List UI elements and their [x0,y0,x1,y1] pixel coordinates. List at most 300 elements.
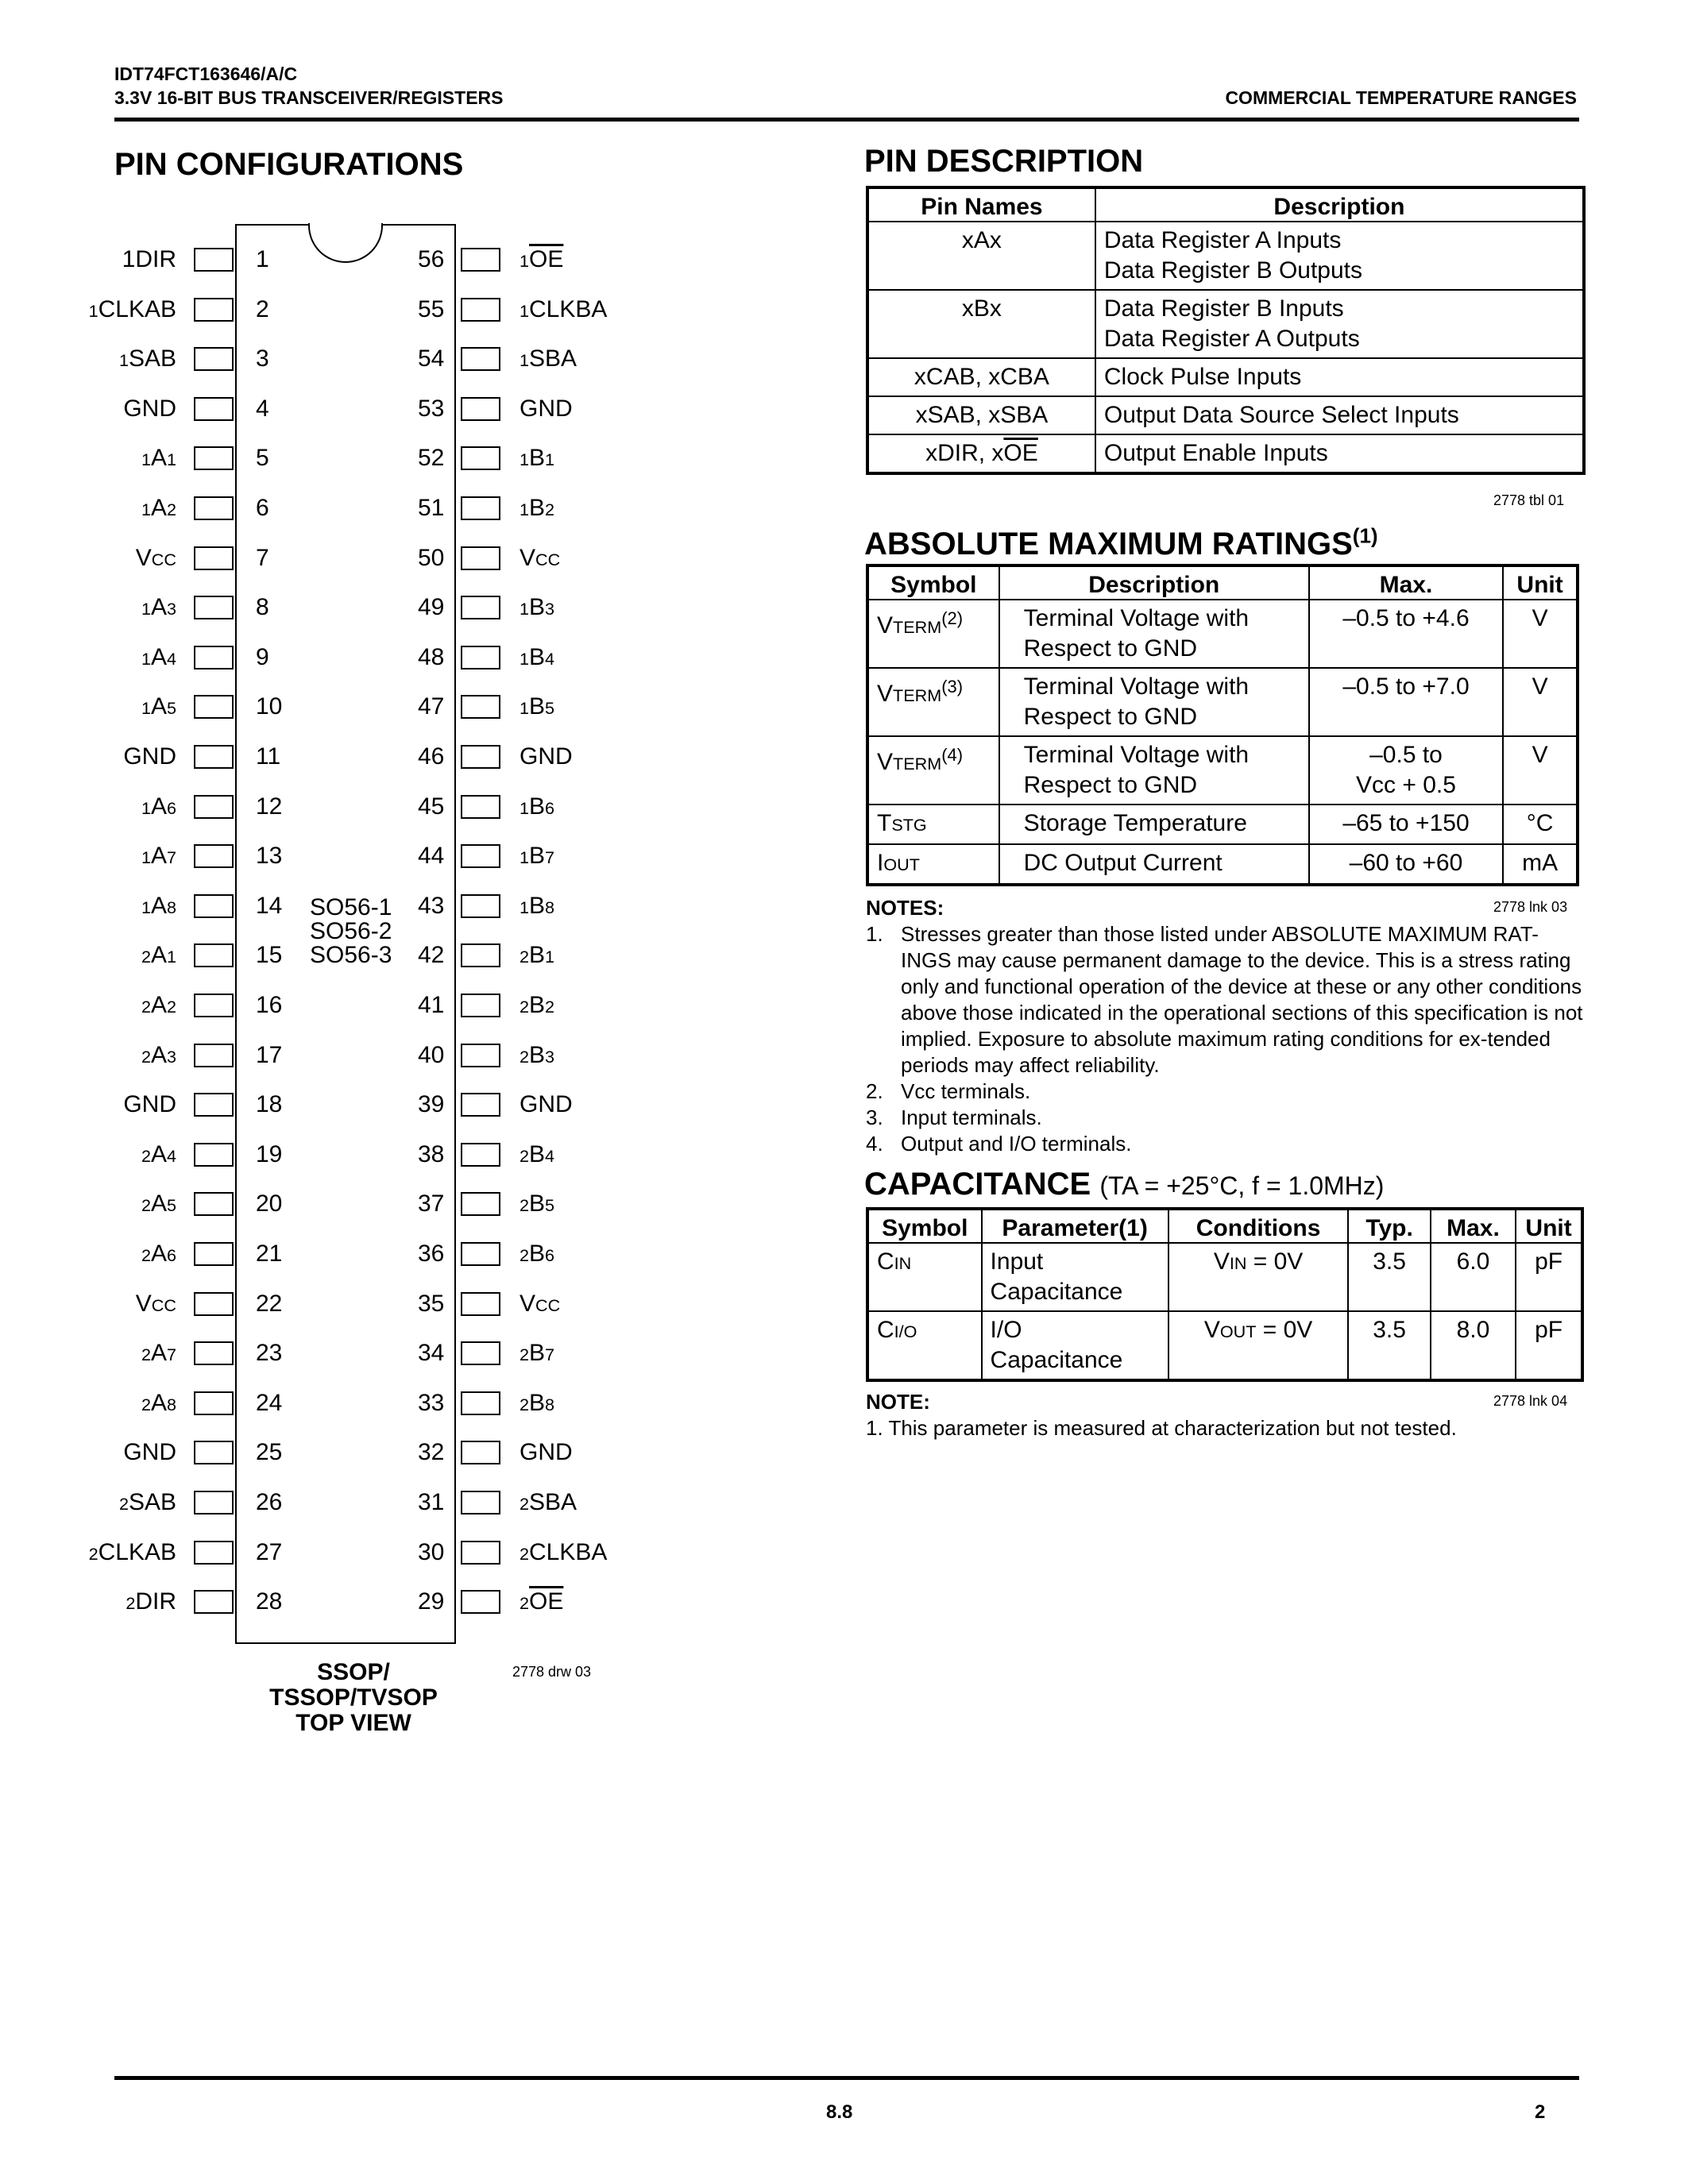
pin-label-prefix: 1 [141,797,151,818]
pin-label [122,246,176,273]
pin-label-prefix: 1 [520,300,530,321]
pin-number: 8 [256,594,269,621]
pin-label-subscript: 6 [166,797,176,818]
pin-label-prefix: 2 [141,947,151,967]
pin-label-name: B [529,992,546,1018]
pin-label-prefix: 1 [520,251,530,271]
pin-label-subscript: 4 [545,1145,555,1166]
description-cell [999,600,1309,668]
pin-label [141,1340,176,1368]
pin-number: 5 [256,445,269,472]
pin-desc-cell [1095,396,1584,434]
table-ref: 2778 lnk 03 [1493,899,1568,915]
column-header: Max. [1431,1209,1516,1243]
pin-label [136,1291,176,1319]
symbol-subscript: TERM [893,685,942,705]
pin-name-cell: xAx [867,222,1095,290]
pin-label-name: SBA [529,1489,577,1515]
page-number: 2 [1535,2101,1546,2123]
pin-number: 26 [256,1489,283,1515]
pin-label-name: CLKBA [529,295,608,322]
table-row [867,668,1578,736]
pin-label [520,992,554,1021]
max-cell: 6.0 [1431,1243,1516,1311]
pin-number: 22 [256,1290,283,1317]
note-label: NOTE: [866,1390,930,1414]
pin-label-name: A [150,1389,167,1416]
pin-label-subscript: 1 [166,947,176,967]
pin-label [520,1141,554,1170]
desc-line: Data Register B Inputs [1103,295,1344,322]
desc-line: Output Enable Inputs [1103,440,1328,466]
pin-label [89,1539,176,1568]
pin-label-subscript: 8 [166,1394,176,1414]
pin-box-left [194,795,234,819]
symbol-letter: V [877,749,894,775]
pin-label-prefix: 2 [520,997,530,1017]
pin-label-name: B [529,643,546,670]
typ-cell: 3.5 [1348,1243,1430,1311]
symbol-subscript: OUT [883,855,920,874]
pin-number: 50 [418,544,445,571]
pin-label [141,1042,176,1071]
pin-box-right [461,1192,500,1216]
max-line: –0.5 to +7.0 [1342,673,1470,700]
pin-box-right [461,1242,500,1266]
table-row [867,396,1584,434]
pin-label-subscript: 7 [545,847,555,868]
desc-line: Output Data Source Select Inputs [1103,402,1459,428]
pin-label [141,1390,176,1418]
pin-label-name: B [529,1389,546,1416]
pin-label [123,396,176,423]
pin-label [520,1340,554,1368]
note-text: Input terminals. [901,1106,1042,1129]
pin-box-right [461,745,500,769]
pin-box-left [194,1541,234,1565]
pin-box-left [194,844,234,868]
pin-box-left [194,1341,234,1365]
parameter-cell [982,1243,1168,1311]
pin-label [520,1291,560,1319]
condition-value: = 0V [1246,1248,1304,1275]
pin-name-cell: xCAB, xCBA [867,358,1095,396]
pin-number: 34 [418,1340,445,1367]
pin-label-prefix: 2 [520,1195,530,1216]
max-line: –65 to +150 [1342,810,1470,836]
max-cell [1309,805,1503,844]
pin-label [123,1439,176,1466]
condition-symbol: V [1203,1317,1220,1343]
pin-label-prefix: 2 [141,997,151,1017]
symbol-letter: I [877,850,884,876]
pin-label-name: V [520,544,536,571]
pin-label [141,843,176,871]
pin-label-subscript: 7 [166,847,176,868]
pin-label [520,1241,554,1269]
pin-label [123,743,176,770]
pin-number: 46 [418,743,445,770]
pin-label-name: A [150,1241,167,1267]
pin-number: 31 [418,1489,445,1515]
pin-label [520,693,554,722]
pin-number: 14 [256,892,283,919]
pin-desc-cell [1095,434,1584,473]
table-header-row [867,565,1578,600]
pin-box-right [461,1541,500,1565]
note-number: 3. [866,1106,883,1129]
pin-label [520,396,573,423]
pin-label-subscript: CC [151,1295,176,1315]
pin-label [520,1539,607,1568]
desc-line: Terminal Voltage with [1023,742,1250,768]
pin-number: 38 [418,1140,445,1167]
pin-label-subscript: 7 [166,1345,176,1365]
pin-box-right [461,298,500,322]
symbol-cell [867,1243,982,1311]
max-cell [1309,600,1503,668]
typ-cell: 3.5 [1348,1311,1430,1380]
pin-label [141,992,176,1021]
pin-number: 33 [418,1389,445,1416]
pin-label-subscript: 1 [166,450,176,470]
pin-label-subscript: 4 [166,1145,176,1166]
pin-number: 40 [418,1041,445,1068]
pin-label-subscript: CC [535,549,561,569]
pin-name-text: xDIR, x [925,440,1004,466]
pin-label [520,445,554,473]
view-label-line: SSOP/ [317,1659,390,1685]
pin-label-prefix: 2 [141,1195,151,1216]
pin-name-cell: xBx [867,290,1095,358]
table-ref: 2778 lnk 04 [1493,1393,1568,1409]
symbol-subscript: IN [894,1253,912,1273]
pin-number: 52 [418,445,445,472]
pin-label-subscript: 6 [166,1245,176,1265]
pin-label-name: GND [520,1091,573,1118]
pin-label-prefix: 2 [520,1046,530,1067]
pin-box-right [461,646,500,669]
pin-box-left [194,1292,234,1316]
pin-label-name: A [150,693,167,720]
pin-number: 54 [418,345,445,372]
pin-box-right [461,546,500,570]
pin-label-name: B [529,793,546,820]
pin-label-subscript: 3 [545,599,555,619]
conditions-cell [1168,1243,1349,1311]
pin-label-name: SBA [529,345,577,372]
pin-label-name: GND [520,395,573,422]
pin-number: 2 [256,295,269,322]
pin-label-prefix: 2 [520,1543,530,1564]
pin-label-subscript: 3 [166,1046,176,1067]
pin-number: 39 [418,1091,445,1118]
header-left [114,62,504,110]
pin-label-name: GND [123,743,176,770]
pin-label [141,793,176,822]
pin-label-prefix: 1 [520,698,530,719]
pin-label [136,545,176,573]
table-header-row [867,1209,1582,1243]
pin-label [520,1390,554,1418]
pin-number: 41 [418,992,445,1018]
capacitance-note: 1. This parameter is measured at characterization but not tested. [866,1416,1457,1440]
pin-config-title: PIN CONFIGURATIONS [114,147,464,182]
column-header: Symbol [867,565,999,600]
pin-box-left [194,1044,234,1067]
pin-label-subscript: CC [151,549,176,569]
pin-label-prefix: 1 [520,450,530,470]
max-cell [1309,844,1503,885]
pin-box-right [461,397,500,421]
symbol-footnote: (4) [941,745,964,765]
pin-number: 56 [418,246,445,272]
view-label-line: TOP VIEW [295,1710,411,1736]
pin-number: 19 [256,1140,283,1167]
package-label: SO56-2 [310,918,392,944]
pin-label-subscript: 1 [545,947,555,967]
pin-box-right [461,496,500,520]
abs-max-title [864,523,1378,562]
pin-number: 11 [256,743,281,770]
desc-line: Data Register B Outputs [1103,257,1363,284]
condition-symbol: V [1213,1248,1230,1275]
pin-label-prefix: 1 [520,797,530,818]
pin-label-prefix: 2 [141,1394,151,1414]
pin-number: 15 [256,942,283,969]
pin-label-name: B [529,1041,546,1068]
max-cell: 8.0 [1431,1311,1516,1380]
pin-label-name: GND [520,1439,573,1466]
pin-label [520,743,573,770]
capacitance-title [864,1166,1384,1204]
pin-label [141,594,176,623]
footer-rule [114,2076,1579,2080]
table-row [867,600,1578,668]
symbol-letter: V [877,681,894,707]
pin-box-left [194,496,234,520]
pin-label [520,1588,563,1617]
pin-label-prefix: 2 [520,1245,530,1265]
pin-label-prefix: 1 [520,897,530,917]
pin-label-name: A [150,843,167,870]
notes-label: NOTES: [866,896,944,920]
view-label-line: TSSOP/TVSOP [269,1684,438,1711]
table-row [867,1311,1582,1380]
pin-box-right [461,248,500,272]
parameter-cell [982,1311,1168,1380]
pin-label-subscript: 6 [545,1245,555,1265]
symbol-subscript: STG [891,815,927,835]
pin-label-prefix: 1 [520,599,530,619]
pin-label-subscript: 2 [545,500,555,519]
description-cell [999,805,1309,844]
pin-label [119,345,176,374]
pin-box-right [461,1341,500,1365]
pin-number: 6 [256,495,269,521]
pin-box-left [194,248,234,272]
pin-box-right [461,1391,500,1415]
pin-label-name: B [529,843,546,870]
unit-cell: pF [1516,1243,1582,1311]
param-line: Capacitance [990,1279,1123,1305]
symbol-cell [867,736,999,805]
pin-label-subscript: 1 [545,450,555,470]
max-line: –0.5 to +4.6 [1342,605,1470,631]
pin-label-name: A [150,892,167,919]
unit-cell: pF [1516,1311,1582,1380]
pin-label-subscript: 7 [545,1345,555,1365]
pin-label [520,1190,554,1219]
pin-box-right [461,894,500,918]
pin-label-prefix: 1 [520,500,530,519]
pin-label [520,1489,577,1518]
symbol-subscript: TERM [893,617,942,637]
unit-cell: V [1503,600,1578,668]
pin-label [520,793,554,822]
pin-label-name: B [529,892,546,919]
pin-number: 55 [418,295,445,322]
table-row [867,805,1578,844]
pin-box-left [194,994,234,1017]
pin-label-subscript: 3 [545,1046,555,1067]
pin-box-right [461,1590,500,1614]
pin-label-name: V [135,544,152,571]
pin-label [520,246,563,275]
pin-number: 10 [256,693,283,720]
pin-label-prefix: 1 [141,450,151,470]
desc-line: Respect to GND [1023,635,1198,662]
footer-section-number: 8.8 [826,2101,853,2123]
pin-label-name: B [529,942,546,969]
table-row [867,1243,1582,1311]
pin-label [520,843,554,871]
pin-label-prefix: 2 [520,1494,530,1514]
column-header: Typ. [1348,1209,1430,1243]
pin-label-name: A [150,643,167,670]
pin-box-left [194,397,234,421]
pin-label-name: A [150,1340,167,1367]
pin-box-right [461,1491,500,1515]
pin-box-right [461,1093,500,1117]
pin-name-overbar: $\overline{OE}$ [1003,440,1038,466]
abs-max-notes [866,921,1584,1157]
pin-label-subscript: 3 [166,599,176,619]
pin-label [520,1091,573,1118]
pin-label-subscript: 5 [545,698,555,719]
pin-label-name: B [529,693,546,720]
pin-label-prefix: 1 [141,897,151,917]
pin-label-prefix: 2 [141,1145,151,1166]
table-row [867,290,1584,358]
pin-box-left [194,1242,234,1266]
pin-box-left [194,1093,234,1117]
note-text: Stresses greater than those listed under ABSOLUTE MAXIMUM RAT-INGS may cause permanent damage to the device. This is a stress rating only and functional operation of the device at these or any other conditions above those indicated in the operational sections of this specification is not implied. Exposure to absolute maximum rating conditions for ex-tended periods may affect reliability. [901,922,1583,1077]
pin-description-table [866,186,1586,475]
pin-box-left [194,695,234,719]
desc-line: Storage Temperature [1023,810,1247,836]
pin-label-prefix: 1 [141,847,151,868]
pin-label [141,495,176,523]
part-number: IDT74FCT163646/A/C [114,64,298,84]
table-row [867,844,1578,885]
symbol-letter: T [877,810,892,836]
pin-label-prefix: 1 [520,847,530,868]
pin-label [520,644,554,673]
pin-box-left [194,1441,234,1464]
pin-label-name: GND [123,395,176,422]
pin-number: 3 [256,345,269,372]
pin-label-prefix: 2 [520,1593,530,1614]
column-header: Pin Names [867,187,1095,222]
pin-label-name: CLKBA [529,1538,608,1565]
pin-label-name: A [150,594,167,621]
symbol-cell [867,844,999,885]
package-label: SO56-1 [310,894,392,920]
abs-max-table [866,564,1579,886]
column-header: Parameter(1) [982,1209,1168,1243]
pin-number: 35 [418,1290,445,1317]
pin-box-right [461,1292,500,1316]
conditions-cell [1168,1311,1349,1380]
pin-desc-cell [1095,358,1584,396]
pin-box-right [461,795,500,819]
pin-label-prefix: 2 [520,1345,530,1365]
pin-number: 28 [256,1588,283,1615]
pin-box-left [194,745,234,769]
pin-label-prefix: 1 [88,300,98,321]
pin-box-left [194,1143,234,1167]
pin-label-prefix: 2 [126,1593,136,1614]
pin-box-right [461,596,500,619]
pin-label [520,1042,554,1071]
pin-box-right [461,1143,500,1167]
symbol-footnote: (3) [941,677,964,696]
pin-label-name: SAB [128,1489,176,1515]
note-item [866,1105,1584,1131]
pin-label-prefix: 2 [141,1046,151,1067]
note-number: 4. [866,1132,883,1156]
pin-box-left [194,596,234,619]
pin-label [520,1439,573,1466]
pin-label-prefix: 2 [118,1494,129,1514]
pin-label-name: A [150,445,167,472]
pin-number: 17 [256,1041,283,1068]
pin-box-left [194,894,234,918]
pin-box-left [194,1590,234,1614]
pin-box-right [461,347,500,371]
pin-box-right [461,994,500,1017]
pin-number: 25 [256,1439,283,1466]
table-ref: 2778 tbl 01 [1493,492,1565,508]
param-line: Input [990,1248,1044,1275]
pin-label-name: SAB [128,345,176,372]
max-line: –60 to +60 [1349,850,1463,876]
pin-label-subscript: CC [535,1295,561,1315]
pin-box-left [194,546,234,570]
pin-label-subscript: 5 [166,698,176,719]
column-header: Description [999,565,1309,600]
pin-box-left [194,446,234,470]
description-cell [999,844,1309,885]
pin-label-name: 1DIR [122,246,176,272]
pin-label-prefix: 2 [141,1245,151,1265]
table-row [867,222,1584,290]
column-header: Unit [1516,1209,1582,1243]
symbol-subscript: I/O [894,1322,917,1341]
pin-label-name: B [529,1340,546,1367]
symbol-cell [867,805,999,844]
